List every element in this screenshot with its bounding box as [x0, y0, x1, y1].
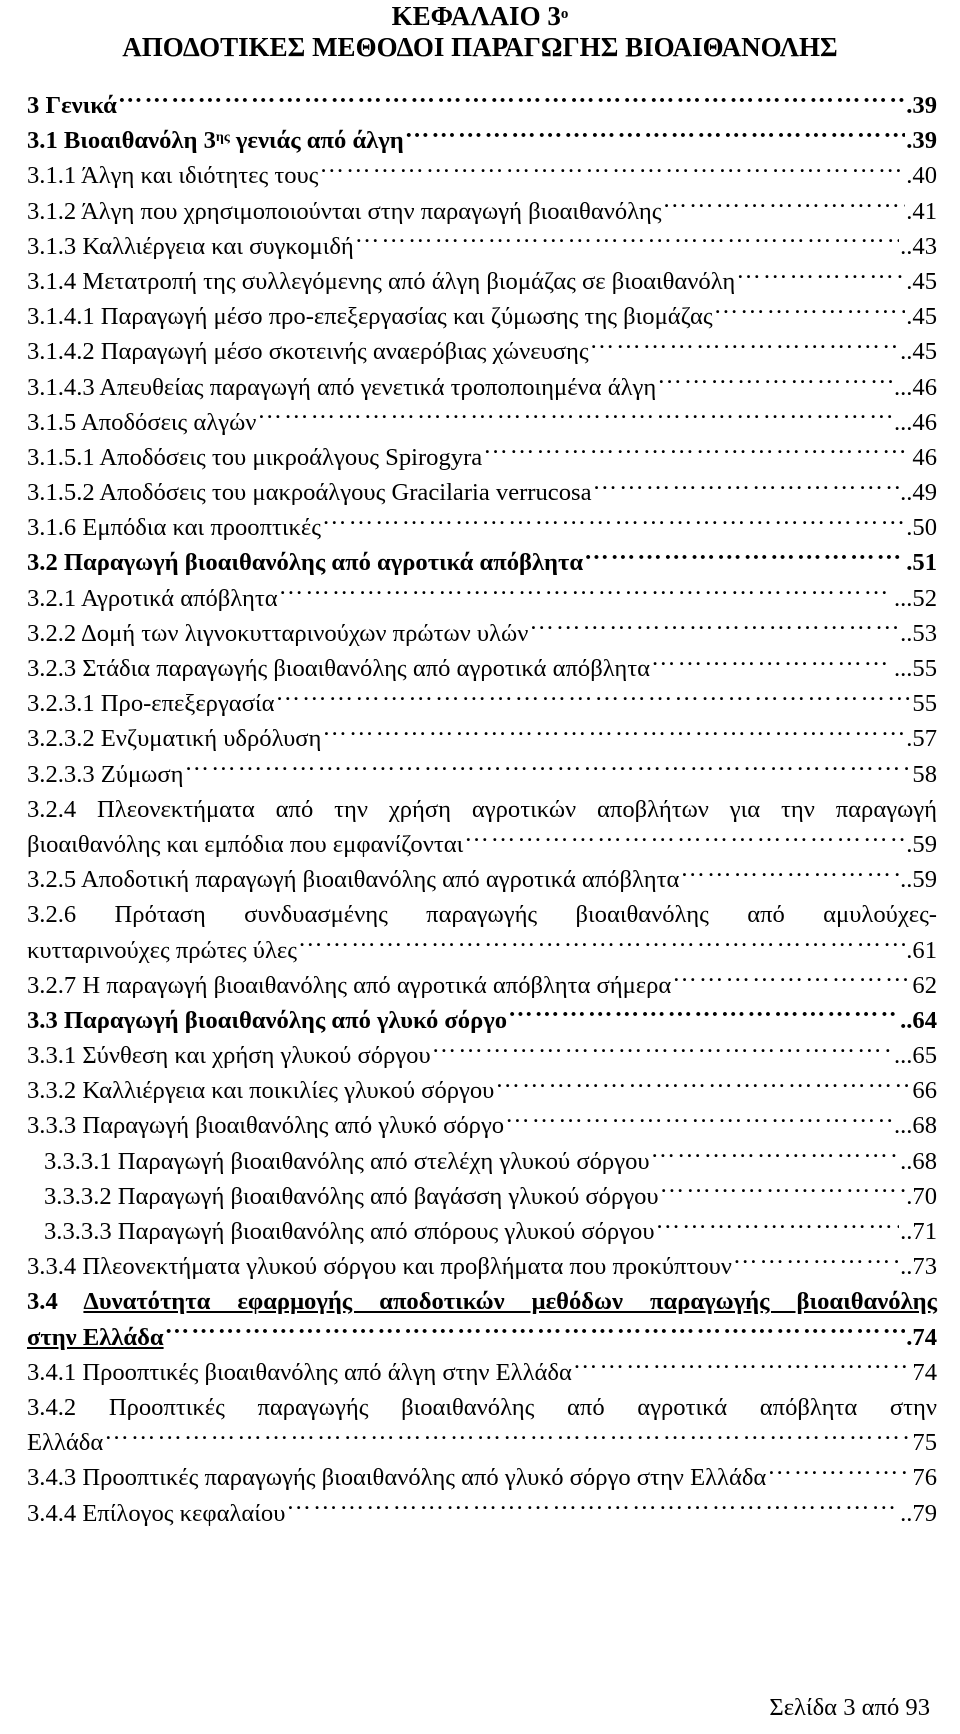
toc-page-number: .70: [906, 1182, 937, 1210]
table-of-contents: [27, 88, 937, 1531]
toc-page-number: ...55: [893, 655, 937, 682]
toc-page-number: .39: [906, 92, 937, 119]
toc-page-number: ...46: [893, 408, 937, 436]
toc-entry: 3.1.4.2 Παραγωγή μέσο σκοτεινής αναερόβιας χώνευσης …………………………………………………………………………………………………………………………………………………………………………………………………………………… ..45: [27, 334, 937, 369]
toc-entry: 3.3.3.1 Παραγωγή βιοαιθανόλης από στελέχη γλυκού σόργου …………………………………………………………………………………………………………………………………………………………………………………………………………………… ..68: [27, 1144, 937, 1179]
toc-entry: 3.4.3 Προοπτικές παραγωγής βιοαιθανόλης από γλυκό σόργο στην Ελλάδα …………………………………………………………………………………………………………………………………………………………………………………………………………………… 76: [27, 1460, 937, 1495]
toc-entry: 3.2 Παραγωγή βιοαιθανόλης από αγροτικά απόβλητα …………………………………………………………………………………………………………………………………………………………………………………………………………………… .51: [27, 545, 937, 580]
toc-page-number: .61: [906, 936, 937, 964]
toc-page-number: .41: [906, 197, 937, 225]
toc-page-number: ...68: [893, 1112, 937, 1140]
toc-entry-line: 3.2.4 Πλεονεκτήματα από την χρήση αγροτικών αποβλήτων για την παραγωγή: [27, 795, 937, 823]
toc-entry: 3.2.3.1 Προ-επεξεργασία …………………………………………………………………………………………………………………………………………………………………………………………………………………… 55: [27, 686, 937, 721]
toc-page-number: .59: [906, 830, 937, 858]
toc-entry: 3.1.5 Αποδόσεις αλγών …………………………………………………………………………………………………………………………………………………………………………………………………………………… ...46: [27, 405, 937, 440]
toc-entry: 3.1.4 Μετατροπή της συλλεγόμενης από άλγη βιομάζας σε βιοαιθανόλη …………………………………………………………………………………………………………………………………………………………………………………………………………………… .45: [27, 264, 937, 299]
toc-page-number: .45: [906, 303, 937, 331]
toc-entry: 3.1.6 Εμπόδια και προοπτικές …………………………………………………………………………………………………………………………………………………………………………………………………………………… .50: [27, 510, 937, 545]
toc-page-number: ..59: [900, 866, 937, 894]
toc-entry-line: 3.4.2 Προοπτικές παραγωγής βιοαιθανόλης από αγροτικά απόβλητα στην: [27, 1393, 937, 1421]
toc-page-number: 55: [912, 690, 937, 718]
toc-entry: 3.3 Παραγωγή βιοαιθανόλης από γλυκό σόργο …………………………………………………………………………………………………………………………………………………………………………………………………………………… ..64: [27, 1003, 937, 1038]
toc-page-number: .50: [906, 514, 937, 542]
toc-entry: 3.2.3 Στάδια παραγωγής βιοαιθανόλης από αγροτικά απόβλητα …………………………………………………………………………………………………………………………………………………………………………………………………………………… ...55: [27, 651, 937, 686]
toc-entry: 3.4.1 Προοπτικές βιοαιθανόλης από άλγη στην Ελλάδα …………………………………………………………………………………………………………………………………………………………………………………………………………………… 74: [27, 1355, 937, 1390]
toc-page-number: ...65: [893, 1042, 937, 1070]
toc-page-number: .40: [906, 162, 937, 190]
toc-entry: 3.4.4 Επίλογος κεφαλαίου …………………………………………………………………………………………………………………………………………………………………………………………………………………… ..79: [27, 1496, 937, 1531]
toc-entry: κυτταρινούχες πρώτες ύλες …………………………………………………………………………………………………………………………………………………………………………………………………………………… .61: [27, 933, 937, 968]
toc-entry: 3.1.5.2 Αποδόσεις του μακροάλγους Gracilaria verrucosa …………………………………………………………………………………………………………………………………………………………………………………………………………………… ..49: [27, 475, 937, 510]
toc-page-number: .39: [906, 127, 937, 155]
toc-entry: 3.2.1 Αγροτικά απόβλητα …………………………………………………………………………………………………………………………………………………………………………………………………………………… ...52: [27, 581, 937, 616]
toc-entry-line: 3.2.6 Πρόταση συνδυασμένης παραγωγής βιοαιθανόλης από αμυλούχες-: [27, 901, 937, 929]
toc-page-number: ...46: [893, 373, 937, 401]
chapter-number: ΚΕΦΑΛΑΙΟ $3^o$: [391, 1, 569, 31]
toc-entry-line: 3.4 Δυνατότητα εφαρμογής αποδοτικών μεθόδων παραγωγής βιοαιθανόλης: [27, 1288, 937, 1316]
toc-entry: 3.1 Βιοαιθανόλη $3^{\eta\varsigma}$ γενιάς από άλγη …………………………………………………………………………………………………………………………………………………………………………………………………………………… .39: [27, 123, 937, 158]
toc-page-number: ..53: [900, 619, 937, 647]
toc-entry: 3.3.2 Καλλιέργεια και ποικιλίες γλυκού σόργου …………………………………………………………………………………………………………………………………………………………………………………………………………………… 66: [27, 1073, 937, 1108]
toc-page-number: ..45: [900, 338, 937, 366]
toc-entry: 3.3.3.3 Παραγωγή βιοαιθανόλης από σπόρους γλυκού σόργου …………………………………………………………………………………………………………………………………………………………………………………………………………………… ..71: [27, 1214, 937, 1249]
toc-entry: 3 Γενικά …………………………………………………………………………………………………………………………………………………………………………………………………………………… .39: [27, 88, 937, 123]
toc-entry: βιοαιθανόλης και εμπόδια που εμφανίζονται …………………………………………………………………………………………………………………………………………………………………………………………………………………… .59: [27, 827, 937, 862]
toc-page-number: .45: [906, 267, 937, 295]
toc-entry: στην Ελλάδα …………………………………………………………………………………………………………………………………………………………………………………………………………………… .74: [27, 1320, 937, 1355]
toc-page-number: ..73: [900, 1253, 937, 1281]
toc-entry: 3.2.3.2 Ενζυματική υδρόλυση …………………………………………………………………………………………………………………………………………………………………………………………………………………… .57: [27, 721, 937, 756]
toc-entry: 3.1.3 Καλλιέργεια και συγκομιδή …………………………………………………………………………………………………………………………………………………………………………………………………………………… ..43: [27, 229, 937, 264]
toc-entry: 3.2.2 Δομή των λιγνοκυτταρινούχων πρώτων υλών …………………………………………………………………………………………………………………………………………………………………………………………………………………… ..53: [27, 616, 937, 651]
toc-page-number: ..64: [900, 1006, 937, 1034]
toc-page-number: .74: [906, 1323, 937, 1351]
toc-page-number: 75: [912, 1429, 937, 1457]
toc-entry: Ελλάδα …………………………………………………………………………………………………………………………………………………………………………………………………………………… 75: [27, 1425, 937, 1460]
toc-page-number: ..71: [900, 1218, 937, 1245]
chapter-title: ΑΠΟΔΟΤΙΚΕΣ ΜΕΘΟΔΟΙ ΠΑΡΑΓΩΓΗΣ ΒΙΟΑΙΘΑΝΟΛΗΣ: [122, 32, 838, 62]
toc-entry: 3.1.5.1 Αποδόσεις του μικροάλγους Spirogyra …………………………………………………………………………………………………………………………………………………………………………………………………………………… 46: [27, 440, 937, 475]
toc-page-number: ..68: [900, 1147, 937, 1175]
toc-page-number: 62: [912, 971, 937, 999]
toc-page-number: .51: [906, 549, 937, 577]
page-footer-label: Σελίδα 3 από 93: [769, 1694, 930, 1721]
toc-page-number: 46: [912, 443, 937, 471]
toc-page-number: 66: [912, 1077, 937, 1105]
toc-page-number: ..49: [900, 479, 937, 507]
toc-entry: 3.3.1 Σύνθεση και χρήση γλυκού σόργου …………………………………………………………………………………………………………………………………………………………………………………………………………………… ...65: [27, 1038, 937, 1073]
toc-page-number: ...52: [893, 584, 937, 612]
toc-entry: 3.3.3.2 Παραγωγή βιοαιθανόλης από βαγάσση γλυκού σόργου …………………………………………………………………………………………………………………………………………………………………………………………………………………… .70: [27, 1179, 937, 1214]
toc-page-number: ..79: [900, 1499, 937, 1527]
toc-entry: 3.3.3 Παραγωγή βιοαιθανόλης από γλυκό σόργο …………………………………………………………………………………………………………………………………………………………………………………………………………………… ...68: [27, 1108, 937, 1143]
toc-entry: 3.1.2 Άλγη που χρησιμοποιούνται στην παραγωγή βιοαιθανόλης …………………………………………………………………………………………………………………………………………………………………………………………………………………… .41: [27, 194, 937, 229]
toc-entry: 3.3.4 Πλεονεκτήματα γλυκού σόργου και προβλήματα που προκύπτουν …………………………………………………………………………………………………………………………………………………………………………………………………………………… ..73: [27, 1249, 937, 1284]
toc-entry: 3.2.5 Αποδοτική παραγωγή βιοαιθανόλης από αγροτικά απόβλητα …………………………………………………………………………………………………………………………………………………………………………………………………………………… ..59: [27, 862, 937, 897]
toc-entry: 3.1.1 Άλγη και ιδιότητες τους …………………………………………………………………………………………………………………………………………………………………………………………………………………… .40: [27, 158, 937, 193]
toc-page-number: ..43: [900, 232, 937, 260]
toc-page-number: 74: [912, 1358, 937, 1386]
toc-entry: 3.2.3.3 Ζύμωση …………………………………………………………………………………………………………………………………………………………………………………………………………………… 58: [27, 757, 937, 792]
toc-entry: 3.2.7 Η παραγωγή βιοαιθανόλης από αγροτικά απόβλητα σήμερα …………………………………………………………………………………………………………………………………………………………………………………………………………………… 62: [27, 968, 937, 1003]
toc-entry: 3.1.4.3 Απευθείας παραγωγή από γενετικά τροποποιημένα άλγη …………………………………………………………………………………………………………………………………………………………………………………………………………………… ...46: [27, 370, 937, 405]
toc-page-number: 58: [912, 760, 937, 788]
toc-page-number: .57: [906, 725, 937, 753]
toc-page-number: 76: [912, 1464, 937, 1492]
toc-entry: 3.1.4.1 Παραγωγή μέσο προ-επεξεργασίας και ζύμωσης της βιομάζας …………………………………………………………………………………………………………………………………………………………………………………………………………………… .45: [27, 299, 937, 334]
